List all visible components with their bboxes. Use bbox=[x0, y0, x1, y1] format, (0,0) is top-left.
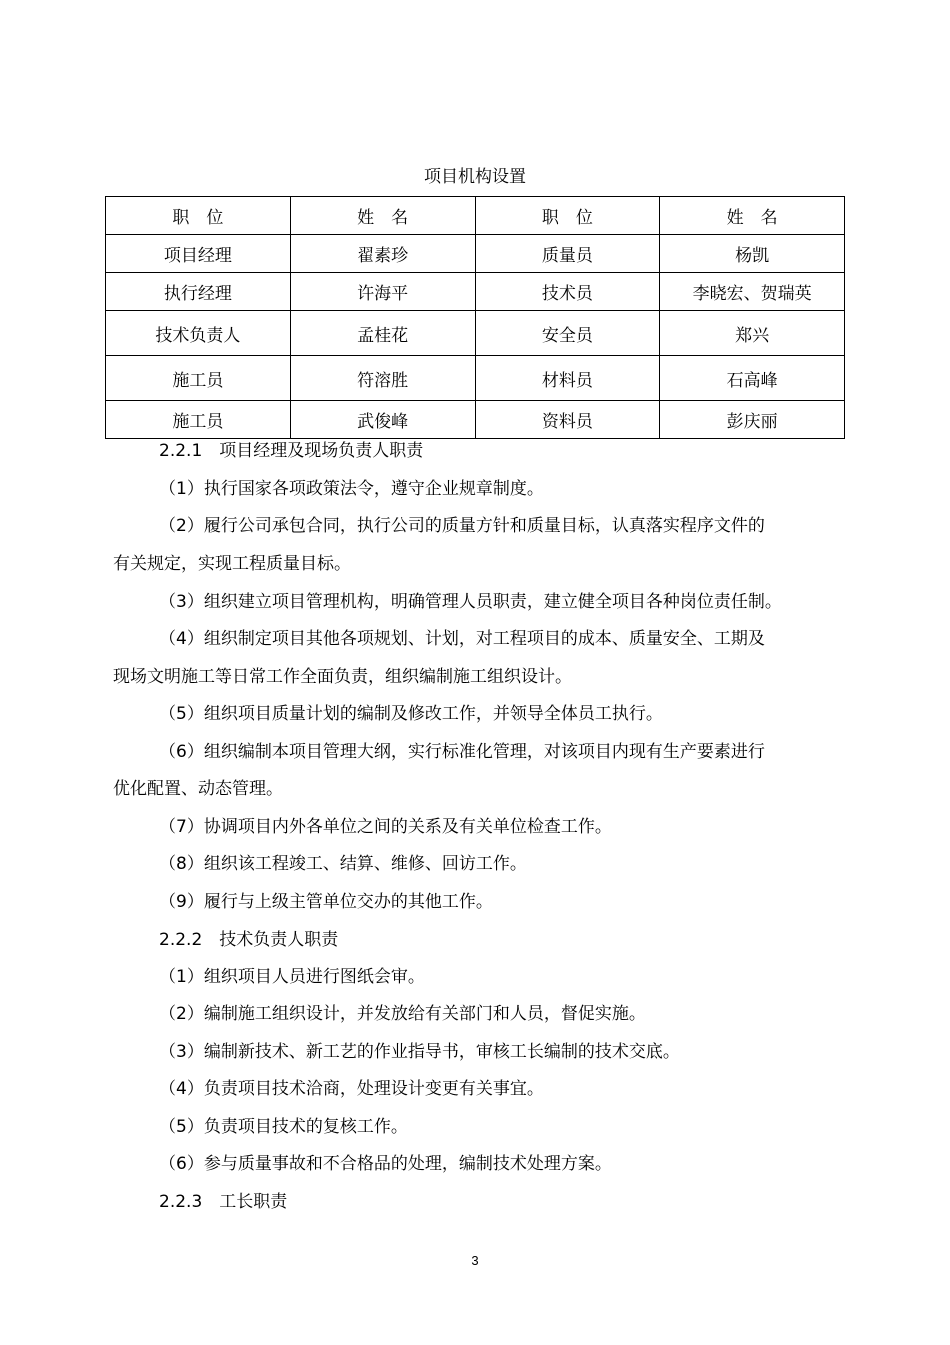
table-cell: 翟素珍 bbox=[290, 235, 475, 273]
body-line: （9）履行与上级主管单位交办的其他工作。 bbox=[159, 892, 493, 912]
body-line: （4）组织制定项目其他各项规划、计划，对工程项目的成本、质量安全、工期及 bbox=[159, 629, 765, 649]
body-line: 优化配置、动态管理。 bbox=[113, 779, 283, 799]
table-cell: 郑兴 bbox=[660, 311, 845, 356]
table-cell: 质量员 bbox=[475, 235, 660, 273]
table-row bbox=[106, 273, 845, 311]
body-line: （8）组织该工程竣工、结算、维修、回访工作。 bbox=[159, 854, 527, 874]
table-cell: 施工员 bbox=[106, 401, 291, 439]
section-heading-2-2-3: 2.2.3 工长职责 bbox=[159, 1192, 288, 1212]
body-line: （4）负责项目技术洽商，处理设计变更有关事宜。 bbox=[159, 1079, 544, 1099]
table-cell: 彭庆丽 bbox=[660, 401, 845, 439]
table-cell: 项目经理 bbox=[106, 235, 291, 273]
body-line: （3）组织建立项目管理机构，明确管理人员职责，建立健全项目各种岗位责任制。 bbox=[159, 592, 782, 612]
table-cell: 资料员 bbox=[475, 401, 660, 439]
table-cell: 材料员 bbox=[475, 356, 660, 401]
body-line: （6）组织编制本项目管理大纲，实行标准化管理，对该项目内现有生产要素进行 bbox=[159, 742, 765, 762]
staff-table bbox=[105, 196, 845, 439]
table-header-row bbox=[106, 197, 845, 235]
body-line: （3）编制新技术、新工艺的作业指导书，审核工长编制的技术交底。 bbox=[159, 1042, 680, 1062]
body-line: （1）执行国家各项政策法令，遵守企业规章制度。 bbox=[159, 479, 544, 499]
header-cell: 职 位 bbox=[475, 197, 660, 235]
table-row bbox=[106, 311, 845, 356]
header-cell: 职 位 bbox=[106, 197, 291, 235]
table-caption: 项目机构设置 bbox=[424, 167, 526, 187]
table-cell: 技术员 bbox=[475, 273, 660, 311]
body-line: （1）组织项目人员进行图纸会审。 bbox=[159, 967, 425, 987]
section-heading-2-2-1: 2.2.1 项目经理及现场负责人职责 bbox=[159, 441, 424, 461]
table-cell: 石高峰 bbox=[660, 356, 845, 401]
header-cell: 姓 名 bbox=[290, 197, 475, 235]
body-line: （5）组织项目质量计划的编制及修改工作，并领导全体员工执行。 bbox=[159, 704, 663, 724]
body-line: （2）履行公司承包合同，执行公司的质量方针和质量目标，认真落实程序文件的 bbox=[159, 516, 765, 536]
table-cell: 施工员 bbox=[106, 356, 291, 401]
body-line: （2）编制施工组织设计，并发放给有关部门和人员，督促实施。 bbox=[159, 1004, 646, 1024]
table-cell: 技术负责人 bbox=[106, 311, 291, 356]
table-row bbox=[106, 235, 845, 273]
table-cell: 杨凯 bbox=[660, 235, 845, 273]
table-row bbox=[106, 401, 845, 439]
table-cell: 武俊峰 bbox=[290, 401, 475, 439]
header-cell: 姓 名 bbox=[660, 197, 845, 235]
table-row bbox=[106, 356, 845, 401]
body-line: （5）负责项目技术的复核工作。 bbox=[159, 1117, 408, 1137]
body-line: 现场文明施工等日常工作全面负责，组织编制施工组织设计。 bbox=[113, 667, 572, 687]
body-line: 有关规定，实现工程质量目标。 bbox=[113, 554, 351, 574]
table-cell: 孟桂花 bbox=[290, 311, 475, 356]
table-cell: 执行经理 bbox=[106, 273, 291, 311]
table-cell: 安全员 bbox=[475, 311, 660, 356]
section-heading-2-2-2: 2.2.2 技术负责人职责 bbox=[159, 930, 339, 950]
table-cell: 许海平 bbox=[290, 273, 475, 311]
body-line: （7）协调项目内外各单位之间的关系及有关单位检查工作。 bbox=[159, 817, 612, 837]
table-cell: 符溶胜 bbox=[290, 356, 475, 401]
body-line: （6）参与质量事故和不合格品的处理，编制技术处理方案。 bbox=[159, 1154, 612, 1174]
page-number: 3 bbox=[471, 1253, 479, 1268]
table-cell: 李晓宏、贺瑞英 bbox=[660, 273, 845, 311]
